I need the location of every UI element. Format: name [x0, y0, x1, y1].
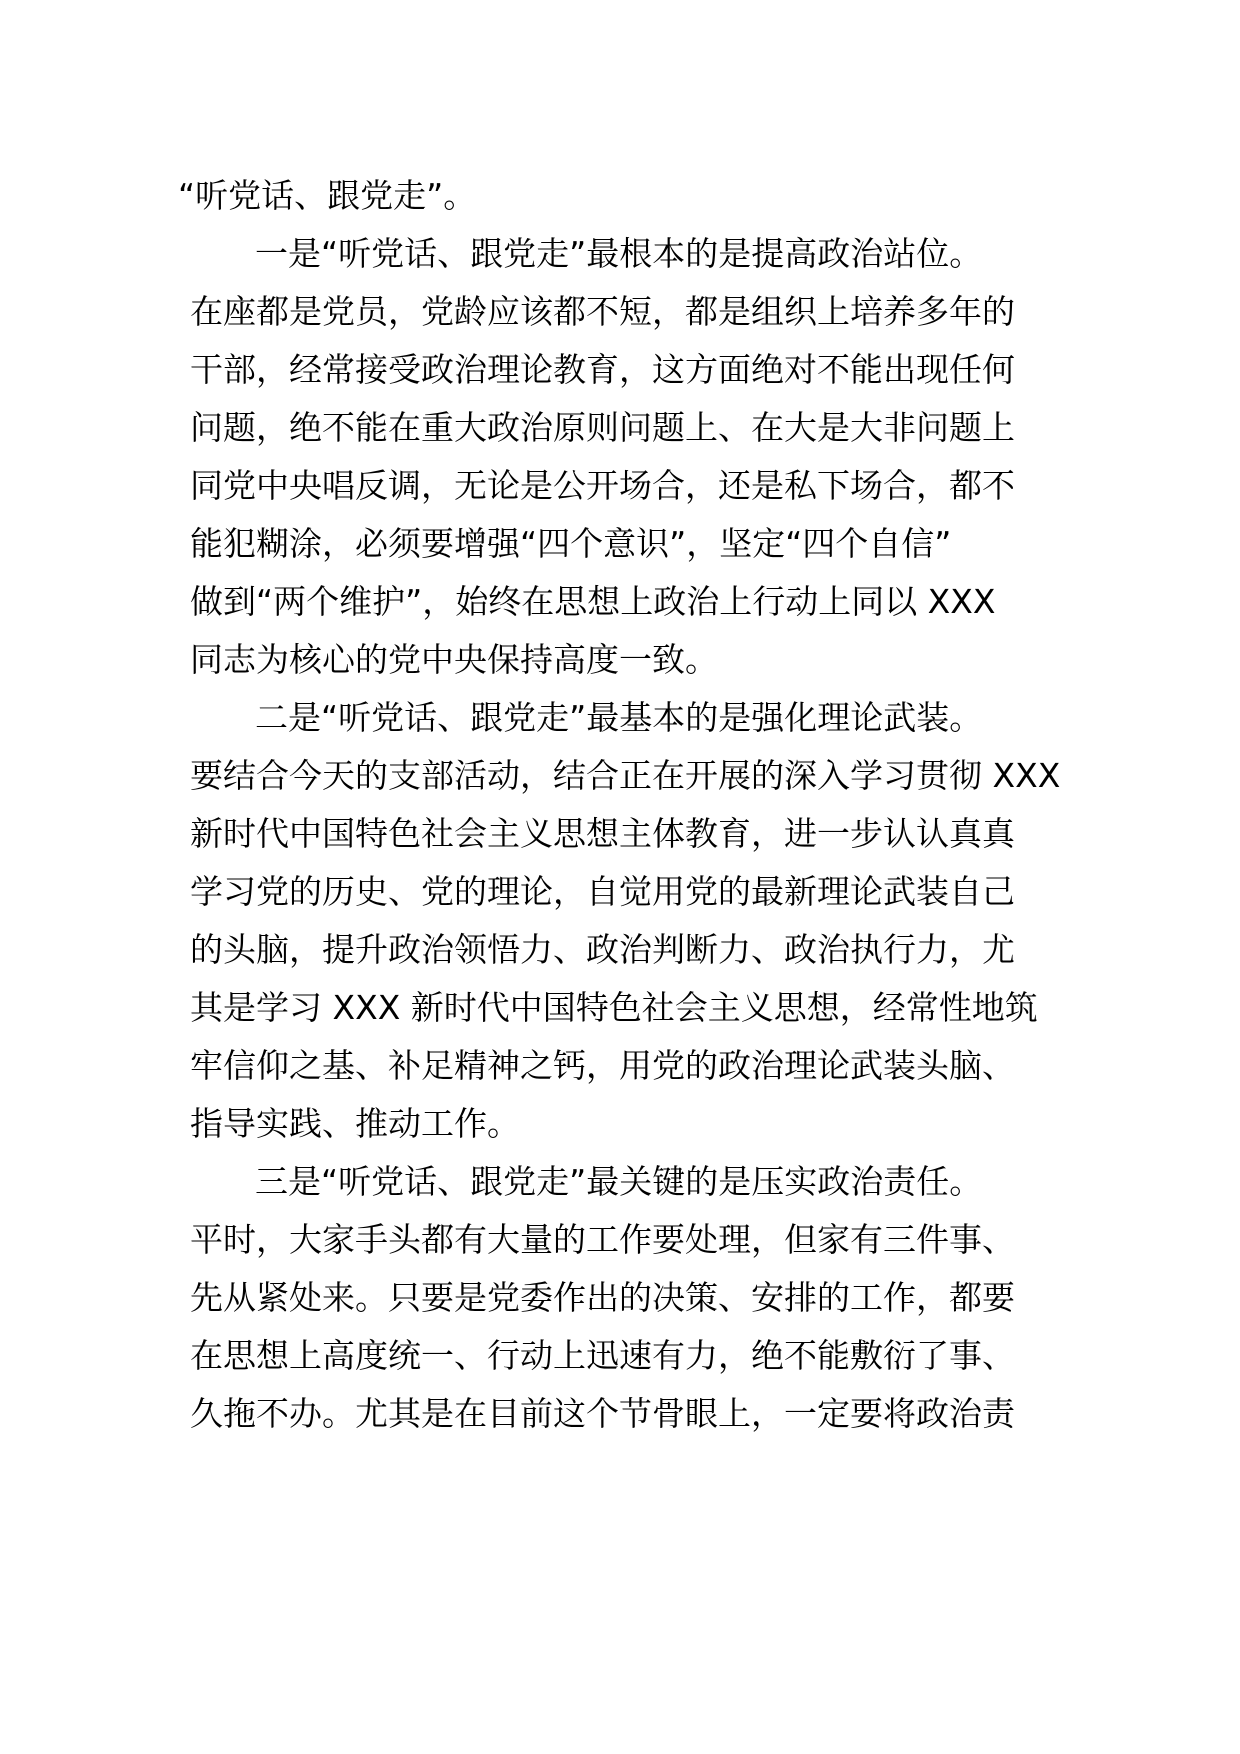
text-line: 干部，经常接受政治理论教育，这方面绝对不能出现任何	[190, 350, 1015, 389]
text-line: 先从紧处来。只要是党委作出的决策、安排的工作，都要	[190, 1278, 1015, 1317]
paragraph-start: 三是“听党话、跟党走”最关键的是压实政治责任。	[255, 1162, 983, 1201]
text-line: 能犯糊涂，必须要增强“四个意识”，坚定“四个自信”	[190, 524, 952, 563]
text-line: 久拖不办。尤其是在目前这个节骨眼上，一定要将政治责	[190, 1394, 1015, 1433]
text-line: 同志为核心的党中央保持高度一致。	[190, 640, 718, 679]
text-line: 指导实践、推动工作。	[190, 1104, 520, 1143]
text-line: 同党中央唱反调，无论是公开场合，还是私下场合，都不	[190, 466, 1015, 505]
text-line: 做到“两个维护”，始终在思想上政治上行动上同以 XXX	[190, 582, 996, 621]
text-line: 在思想上高度统一、行动上迅速有力，绝不能敷衍了事、	[190, 1336, 1015, 1375]
text-line: 学习党的历史、党的理论，自觉用党的最新理论武装自己	[190, 872, 1015, 911]
text-line: 在座都是党员，党龄应该都不短，都是组织上培养多年的	[190, 292, 1015, 331]
text-line: “听党话、跟党走”。	[178, 176, 477, 215]
text-line: 其是学习 XXX 新时代中国特色社会主义思想，经常性地筑	[190, 988, 1038, 1027]
text-line: 平时，大家手头都有大量的工作要处理，但家有三件事、	[190, 1220, 1015, 1259]
text-line: 问题，绝不能在重大政治原则问题上、在大是大非问题上	[190, 408, 1015, 447]
paragraph-start: 一是“听党话、跟党走”最根本的是提高政治站位。	[255, 234, 983, 273]
text-line: 要结合今天的支部活动，结合正在开展的深入学习贯彻 XXX	[190, 756, 1061, 795]
paragraph-start: 二是“听党话、跟党走”最基本的是强化理论武装。	[255, 698, 983, 737]
text-line: 新时代中国特色社会主义思想主体教育，进一步认认真真	[190, 814, 1015, 853]
text-line: 牢信仰之基、补足精神之钙，用党的政治理论武装头脑、	[190, 1046, 1015, 1085]
text-line: 的头脑，提升政治领悟力、政治判断力、政治执行力，尤	[190, 930, 1015, 969]
